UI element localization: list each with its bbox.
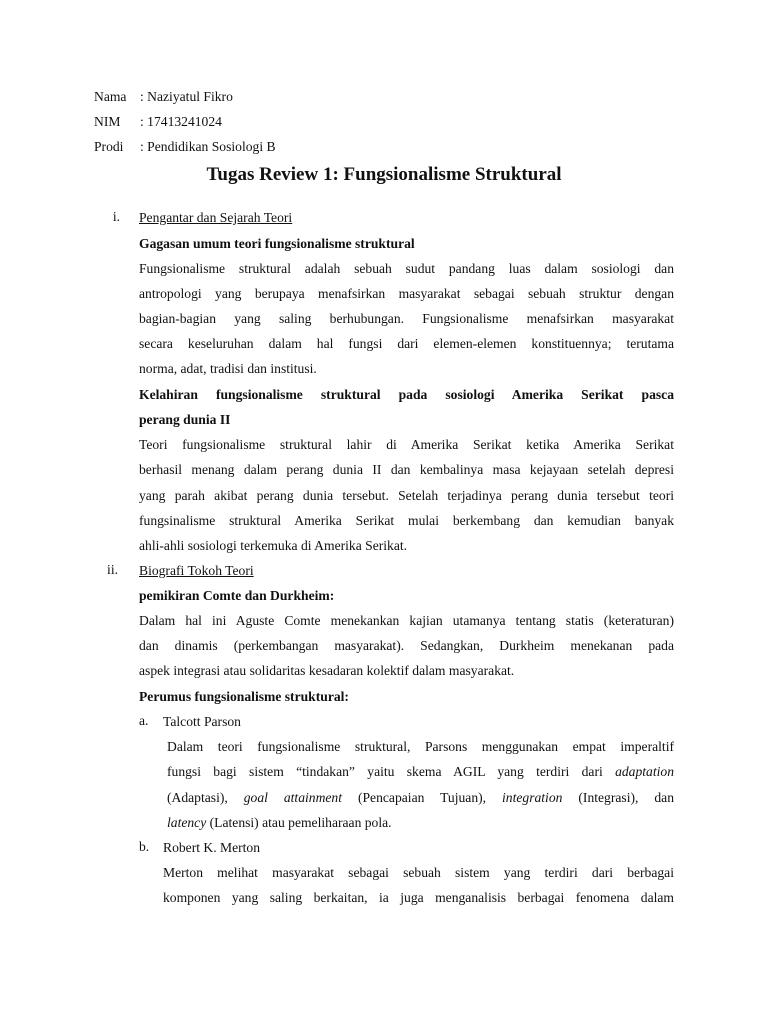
paragraph-line: Dalam teori fungsionalisme struktural, Parsons menggunakan empat imperaltif <box>167 739 674 754</box>
list-item-title: Robert K. Merton <box>163 840 261 855</box>
text-run: (Adaptasi), <box>167 790 244 805</box>
prodi-value: : Pendidikan Sosiologi B <box>140 139 276 154</box>
subsection-heading: Kelahiran fungsionalisme struktural pada sosiologi Amerika Serikat pasca <box>139 387 674 402</box>
subsection-heading: Perumus fungsionalisme struktural: <box>139 689 349 704</box>
paragraph-line <box>167 763 674 780</box>
section-number: i. <box>112 209 120 224</box>
prodi-row <box>94 138 276 163</box>
nim-value: : 17413241024 <box>140 114 222 129</box>
text-run: (Integrasi), dan <box>562 790 674 805</box>
document-title: Tugas Review 1: Fungsionalisme Struktural <box>206 164 562 185</box>
emphasis-text: goal attainment <box>243 790 343 805</box>
paragraph-line <box>167 814 702 831</box>
paragraph-line <box>167 789 674 806</box>
paragraph-line: komponen yang saling berkaitan, ia juga menganalisis berbagai fenomena dalam <box>163 890 674 905</box>
paragraph-line: ahli-ahli sosiologi terkemuka di Amerika Serikat. <box>139 538 408 553</box>
subsection-heading: perang dunia II <box>139 412 231 427</box>
name-value: : Naziyatul Fikro <box>140 89 233 104</box>
emphasis-text: latency <box>167 815 207 830</box>
paragraph-line: antropologi yang berupaya menafsirkan masyarakat sebagai sebuah struktur dengan <box>139 286 674 301</box>
paragraph-line: secara keseluruhan dalam hal fungsi dari elemen-elemen konstituennya; terutama <box>139 336 674 351</box>
nim-label: NIM <box>94 114 121 129</box>
paragraph-line: fungsinalisme struktural Amerika Serikat mulai berkembang dan kemudian banyak <box>139 513 674 528</box>
text-run: fungsi bagi sistem “tindakan” yaitu skema AGIL yang terdiri dari <box>167 764 616 779</box>
paragraph-line: bagian-bagian yang saling berhubungan. Fungsionalisme menafsirkan masyarakat <box>139 311 674 326</box>
paragraph-line: yang parah akibat perang dunia tersebut. Setelah terjadinya perang dunia tersebut teori <box>139 488 674 503</box>
subsection-heading: Gagasan umum teori fungsionalisme struktural <box>139 236 415 251</box>
section-heading: Pengantar dan Sejarah Teori <box>139 210 293 225</box>
text-run: (Pencapaian Tujuan), <box>342 790 503 805</box>
section-heading: Biografi Tokoh Teori <box>139 563 254 578</box>
paragraph-line: aspek integrasi atau solidaritas kesadaran kolektif dalam masyarakat. <box>139 663 515 678</box>
text-run: (Latensi) atau pemeliharaan pola. <box>206 815 392 830</box>
paragraph-line: Merton melihat masyarakat sebagai sebuah sistem yang terdiri dari berbagai <box>163 865 674 880</box>
paragraph-line: berhasil menang dalam perang dunia II dan kembalinya masa kejayaan setelah depresi <box>139 462 674 477</box>
list-marker: b. <box>139 839 150 854</box>
prodi-label: Prodi <box>94 139 124 154</box>
paragraph-line: dan dinamis (perkembangan masyarakat). Sedangkan, Durkheim menekanan pada <box>139 638 674 653</box>
subsection-heading: pemikiran Comte dan Durkheim: <box>139 588 335 603</box>
section-number: ii. <box>107 562 118 577</box>
paragraph-line: Teori fungsionalisme struktural lahir di Amerika Serikat ketika Amerika Serikat <box>139 437 674 452</box>
emphasis-text: integration <box>502 790 563 805</box>
student-info <box>94 88 276 163</box>
list-marker: a. <box>139 713 149 728</box>
name-row <box>94 88 276 113</box>
name-label: Nama <box>94 89 127 104</box>
nim-row <box>94 113 276 138</box>
list-item-title: Talcott Parson <box>163 714 241 729</box>
paragraph-line: norma, adat, tradisi dan institusi. <box>139 361 317 376</box>
paragraph-line: Dalam hal ini Aguste Comte menekankan kajian utamanya tentang statis (keteraturan) <box>139 613 674 628</box>
paragraph-line: Fungsionalisme struktural adalah sebuah sudut pandang luas dalam sosiologi dan <box>139 261 674 276</box>
emphasis-text: adaptation <box>615 764 674 779</box>
